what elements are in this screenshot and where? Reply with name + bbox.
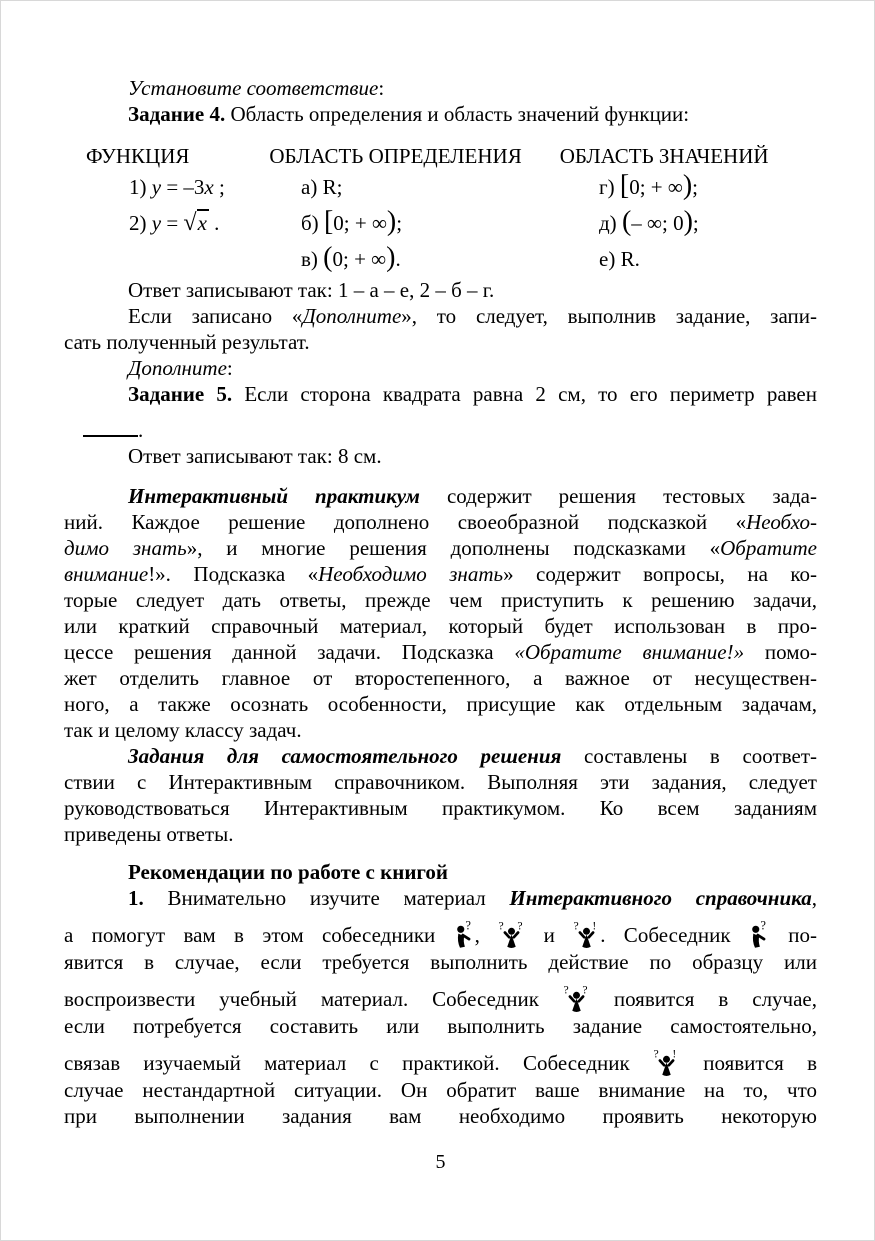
person-double-question-icon bbox=[498, 919, 525, 949]
person-question-exclamation-icon bbox=[573, 919, 600, 949]
domain-cell-b: б) [0; + ∞); bbox=[301, 206, 403, 237]
text-line: торые следует дать ответы, прежде чем приступить к решению задачи, bbox=[64, 588, 817, 612]
text-line: при выполнении задания вам необходимо проявить некоторую bbox=[64, 1104, 817, 1128]
text-line: или краткий справочный материал, который будет использован в про- bbox=[64, 614, 817, 638]
match-instruction-line: Установите соответствие: bbox=[128, 76, 385, 100]
range-cell-g: г) [0; + ∞); bbox=[599, 170, 699, 201]
text-line: связав изучаемый материал с практикой. Собеседник ? ! появится в bbox=[64, 1047, 817, 1075]
text-line: руководствоваться Интерактивным практикумом. Ко всем заданиям bbox=[64, 796, 817, 820]
text-line: димо знать», и многие решения дополнены подсказками «Обратите bbox=[64, 536, 818, 560]
task4-line: Задание 4. Область определения и область значений функции: bbox=[128, 102, 690, 126]
text-line: жет отделить главное от второстепенного, а важное от несуществен- bbox=[64, 666, 817, 690]
task5-line: Задание 5. Если сторона квадрата равна 2 см, то его периметр равен bbox=[128, 382, 817, 406]
svg-text:?: ? bbox=[653, 1047, 659, 1061]
svg-text:?: ? bbox=[498, 919, 504, 933]
match-table bbox=[64, 169, 817, 277]
range-cell-d: д) (– ∞; 0); bbox=[599, 206, 699, 237]
text-line: так и целому классу задач. bbox=[64, 718, 302, 742]
text-line: ний. Каждое решение дополнено своеобразной подсказкой «Необхо- bbox=[64, 510, 817, 534]
svg-text:?: ? bbox=[760, 919, 766, 933]
text-line: ного, а также осознать особенности, присущие как отдельным задачам, bbox=[64, 692, 817, 716]
text-line: цессе решения данной задачи. Подсказка «Обратите внимание!» помо- bbox=[64, 640, 817, 664]
svg-text:!: ! bbox=[592, 919, 597, 933]
function-cell-1: 1) y = –3x ; bbox=[129, 175, 225, 199]
person-question-exclamation-icon bbox=[653, 1047, 680, 1077]
text-line: 1. Внимательно изучите материал Интерактивного справочника, bbox=[128, 886, 817, 910]
text-line: внимание!». Подсказка «Необходимо знать» содержит вопросы, на ко- bbox=[64, 562, 817, 586]
column-header-range: ОБЛАСТЬ ЗНАЧЕНИЙ bbox=[559, 144, 769, 168]
column-header-domain: ОБЛАСТЬ ОПРЕДЕЛЕНИЯ bbox=[269, 144, 522, 168]
svg-text:!: ! bbox=[672, 1047, 677, 1061]
svg-text:?: ? bbox=[582, 983, 588, 997]
text-line: Если записано «Дополните», то следует, выполнив задание, запи- bbox=[128, 304, 817, 328]
svg-text:?: ? bbox=[573, 919, 579, 933]
column-header-function: ФУНКЦИЯ bbox=[86, 144, 190, 168]
recommendations-heading: Рекомендации по работе с книгой bbox=[128, 860, 449, 884]
answer-blank-underline bbox=[83, 420, 138, 437]
task4-answer-line: Ответ записывают так: 1 – а – е, 2 – б – г. bbox=[128, 278, 495, 302]
svg-text:?: ? bbox=[465, 919, 471, 933]
text-line: явится в случае, если требуется выполнить действие по образцу или bbox=[64, 950, 817, 974]
svg-text:?: ? bbox=[563, 983, 569, 997]
para-recommendations bbox=[64, 885, 817, 1129]
text-line: приведены ответы. bbox=[64, 822, 234, 846]
person-question-icon bbox=[749, 919, 770, 949]
text-line: случае нестандартной ситуации. Он обратит ваше внимание на то, что bbox=[64, 1078, 817, 1102]
task5-blank-line bbox=[64, 417, 817, 443]
match-table-header-row bbox=[64, 143, 817, 169]
text-line: а помогут вам в этом собеседники ? , ? ? и ? ! . Собеседник ? по- bbox=[64, 919, 817, 947]
page-number: 5 bbox=[435, 1151, 446, 1173]
text-line: сать полученный результат. bbox=[64, 330, 310, 354]
para-interactive-praktikum bbox=[64, 483, 817, 743]
text-line: Задания для самостоятельного решения составлены в соответ- bbox=[128, 744, 817, 768]
domain-cell-v: в) (0; + ∞). bbox=[301, 242, 401, 273]
svg-text:?: ? bbox=[517, 919, 523, 933]
domain-cell-a: а) R; bbox=[301, 175, 343, 199]
range-cell-e: е) R. bbox=[599, 247, 640, 271]
text-line: ствии с Интерактивным справочником. Выполняя эти задания, следует bbox=[64, 770, 817, 794]
person-question-icon bbox=[454, 919, 475, 949]
para-esli-zapisano bbox=[64, 303, 817, 355]
task5-answer-line: Ответ записывают так: 8 см. bbox=[128, 444, 382, 468]
dopolnite-line: Дополните: bbox=[128, 356, 233, 380]
function-cell-2: 2) y = √x . bbox=[129, 210, 220, 236]
blank-period: . bbox=[138, 418, 144, 442]
person-double-question-icon bbox=[563, 983, 590, 1013]
text-line: Интерактивный практикум содержит решения тестовых зада- bbox=[128, 484, 817, 508]
function-cell-empty bbox=[64, 241, 301, 277]
text-line: воспроизвести учебный материал. Собеседник ? ? появится в случае, bbox=[64, 983, 817, 1011]
text-line: если потребуется составить или выполнить задание самостоятельно, bbox=[64, 1014, 817, 1038]
para-zadaniya-dlya-resheniya bbox=[64, 743, 817, 847]
